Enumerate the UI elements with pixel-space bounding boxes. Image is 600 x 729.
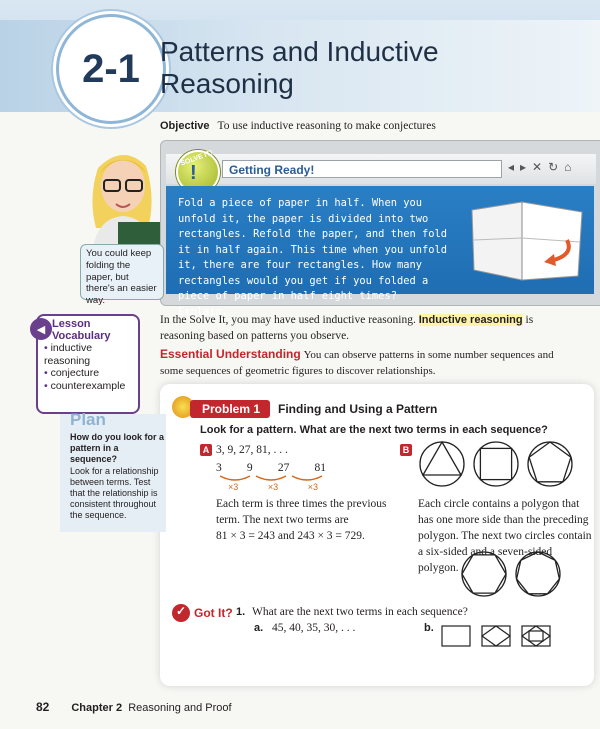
part-a-computation: 81 × 3 = 243 and 243 × 3 = 729. bbox=[216, 530, 365, 542]
nav-arrows-icon: ◂▸ bbox=[508, 160, 533, 174]
vocab-item: • conjecture bbox=[44, 367, 125, 380]
objective bbox=[160, 120, 436, 132]
part-b-polygon-sequence bbox=[418, 440, 578, 488]
part-a-multipliers bbox=[228, 482, 318, 492]
plan-answer: Look for a relationship between terms. Test that the relationship is consistent throughout the sequence. bbox=[70, 466, 159, 520]
solve-it-toolbar-icons bbox=[508, 160, 577, 174]
solve-it-badge-label: SOLVE IT! bbox=[179, 149, 214, 168]
part-a-explanation: Each term is three times the previous term. The next two terms are bbox=[216, 498, 387, 526]
problem-question: Look for a pattern. What are the next two terms in each sequence? bbox=[200, 424, 548, 436]
got-it-b-label: b. bbox=[424, 622, 434, 634]
speaker-icon[interactable]: ◀ bbox=[30, 318, 52, 340]
lesson-title bbox=[160, 36, 439, 100]
essential-text: You can observe patterns in some number sequences and some sequences of geometric figures to discover relationships. bbox=[160, 349, 554, 377]
checkmark-glyph-icon: ✓ bbox=[176, 604, 187, 618]
page-number: 82 bbox=[36, 700, 50, 714]
part-a-tag: A bbox=[200, 444, 212, 456]
problem-label: Problem 1 bbox=[190, 400, 270, 418]
refresh-icon: ↻ bbox=[548, 160, 565, 174]
part-a-sequence: 3, 9, 27, 81, . . . bbox=[216, 444, 288, 456]
solve-it-title-field: Getting Ready! bbox=[222, 160, 502, 178]
multiplier-label: ×3 bbox=[307, 482, 318, 492]
lesson-vocabulary-title-line2: Vocabulary bbox=[52, 330, 111, 342]
speech-bubble: You could keep folding the paper, but there's an easier way. bbox=[80, 244, 164, 300]
got-it-b-figures bbox=[438, 624, 558, 648]
folded-paper-illustration bbox=[462, 190, 592, 290]
chapter-label: Chapter 2 bbox=[71, 702, 123, 714]
lesson-number: 2-1 bbox=[82, 46, 140, 91]
part-b-explanation: Each circle contains a polygon that has one more side than the preceding polygon. The next two circles contain a six-sided and a seven-sided polygon. bbox=[418, 498, 592, 574]
solve-it-text: Fold a piece of paper in half. When you unfold it, the paper is divided into two rectangles. Refold the paper, and then fold it in half again. This time when you unfold it, there are four rectangles. How many rectangles would you get if you folded a piece of paper in half eight times? Explain. bbox=[178, 197, 447, 318]
term: 9 bbox=[246, 462, 253, 474]
intro-after: is reasoning based on patterns you observe. bbox=[160, 314, 534, 342]
got-it-a-text: 45, 40, 35, 30, . . . bbox=[272, 622, 356, 634]
term: 27 bbox=[277, 462, 290, 474]
objective-label: Objective bbox=[160, 120, 210, 132]
intro-paragraph bbox=[160, 312, 540, 344]
essential-label: Essential Understanding bbox=[160, 347, 301, 361]
lesson-title-line1: Patterns and Inductive bbox=[160, 36, 439, 67]
close-icon: ✕ bbox=[532, 160, 549, 174]
intro-term: Inductive reasoning bbox=[418, 314, 523, 326]
got-it-number: 1. bbox=[236, 606, 246, 618]
got-it-label: Got It? bbox=[194, 606, 233, 620]
lesson-title-line2: Reasoning bbox=[160, 68, 294, 99]
plan-title: Plan bbox=[70, 410, 106, 429]
objective-text: To use inductive reasoning to make conjectures bbox=[217, 120, 436, 132]
got-it-question: What are the next two terms in each sequence? bbox=[252, 606, 468, 618]
solve-it-exclaim-icon: ! bbox=[190, 162, 197, 184]
plan-question: How do you look for a pattern in a sequence? bbox=[70, 432, 164, 464]
problem-title: Finding and Using a Pattern bbox=[278, 402, 438, 416]
vocab-item: • counterexample bbox=[44, 380, 125, 393]
term: 3 bbox=[216, 462, 222, 474]
page-footer bbox=[36, 700, 232, 714]
part-b-answer-polygons bbox=[460, 550, 570, 598]
multiplier-label: ×3 bbox=[267, 482, 279, 492]
home-icon: ⌂ bbox=[564, 160, 578, 174]
lesson-vocabulary-title bbox=[52, 318, 111, 342]
chapter-title: Reasoning and Proof bbox=[128, 702, 232, 714]
lesson-vocabulary-list bbox=[44, 342, 125, 392]
vocab-item: • inductive reasoning bbox=[44, 342, 124, 367]
term: 81 bbox=[314, 462, 326, 474]
part-b-tag: B bbox=[400, 444, 412, 456]
lesson-vocabulary-title-line1: Lesson bbox=[52, 318, 91, 330]
got-it-a-label: a. bbox=[254, 622, 264, 634]
essential-understanding bbox=[160, 346, 564, 379]
intro-before: In the Solve It, you may have used inductive reasoning. bbox=[160, 314, 419, 326]
teacher-character-illustration bbox=[78, 138, 168, 248]
multiplier-label: ×3 bbox=[228, 482, 239, 492]
